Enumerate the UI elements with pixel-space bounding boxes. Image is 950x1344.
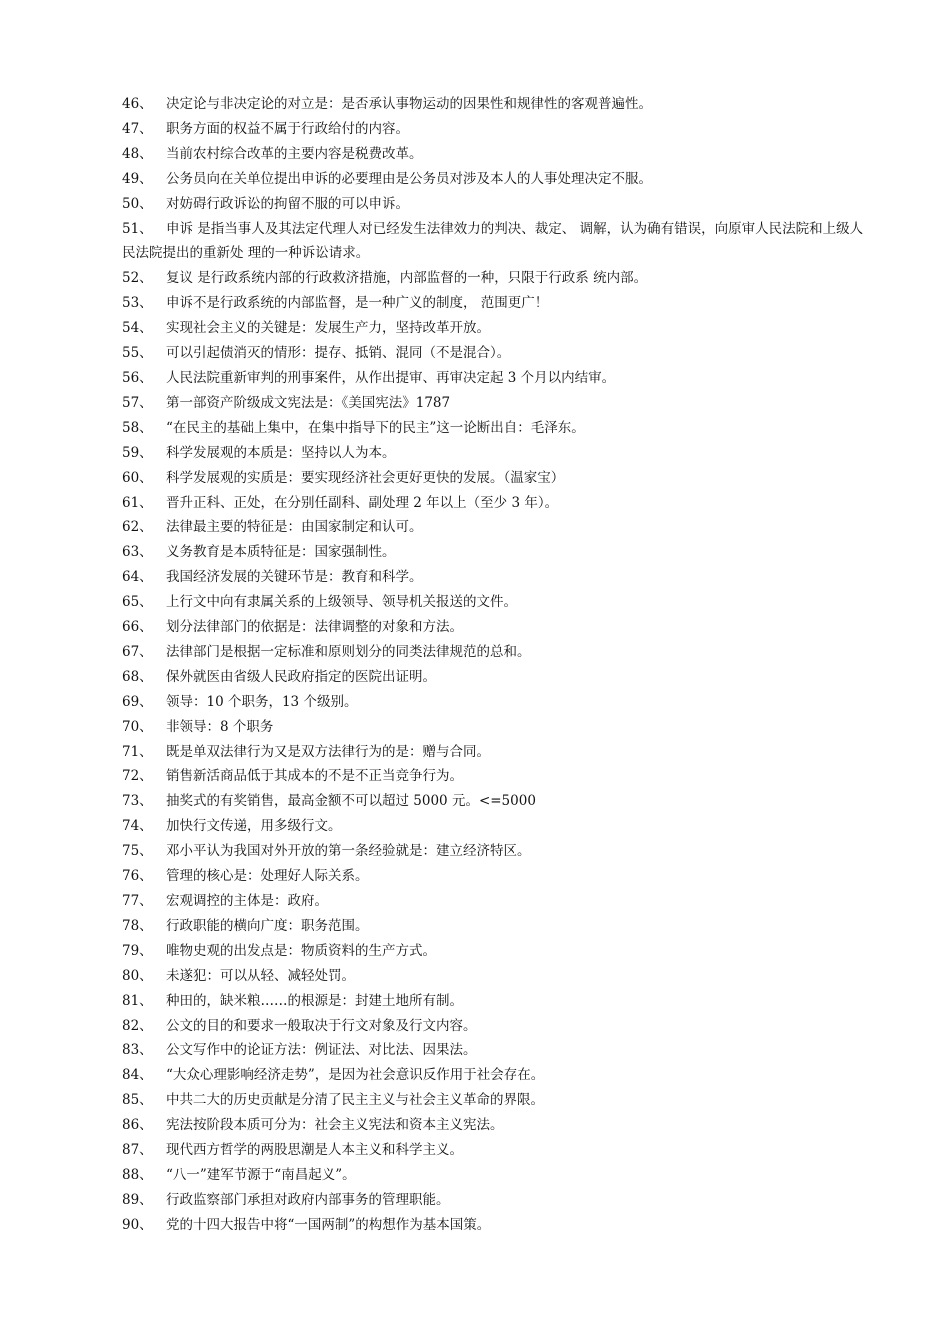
list-item <box>122 864 868 889</box>
item-number: 74、 <box>122 818 153 835</box>
item-text: 公文写作中的论证方法：例证法、对比法、因果法。 <box>166 1042 477 1059</box>
list-item <box>122 540 868 565</box>
item-number: 79、 <box>122 942 153 959</box>
item-number: 60、 <box>122 469 153 486</box>
item-number: 52、 <box>122 270 153 287</box>
list-item <box>122 789 868 814</box>
item-text: 中共二大的历史贡献是分清了民主主义与社会主义革命的界限。 <box>166 1092 544 1109</box>
item-number: 58、 <box>122 419 153 436</box>
list-item <box>122 640 868 665</box>
item-text: 销售新活商品低于其成本的不是不正当竞争行为。 <box>166 768 463 785</box>
item-text: 种田的，缺米粮……的根源是：封建土地所有制。 <box>166 992 463 1009</box>
item-number: 75、 <box>122 843 153 860</box>
list-item <box>122 590 868 615</box>
list-item <box>122 341 868 366</box>
item-number: 78、 <box>122 917 153 934</box>
item-number: 47、 <box>122 120 153 137</box>
item-text: 义务教育是本质特征是：国家强制性。 <box>166 544 396 561</box>
item-text: 保外就医由省级人民政府指定的医院出证明。 <box>166 668 436 685</box>
item-text: 法律部门是根据一定标准和原则划分的同类法律规范的总和。 <box>166 643 531 660</box>
item-number: 82、 <box>122 1017 153 1034</box>
list-item <box>122 1014 868 1039</box>
list-item <box>122 441 868 466</box>
list-item <box>122 491 868 516</box>
item-text: 对妨碍行政诉讼的拘留不服的可以申诉。 <box>166 195 409 212</box>
item-number: 54、 <box>122 320 153 337</box>
list-item <box>122 266 868 291</box>
list-item <box>122 690 868 715</box>
item-number: 85、 <box>122 1092 153 1109</box>
list-item <box>122 1163 868 1188</box>
list-item <box>122 1213 868 1238</box>
list-item <box>122 391 868 416</box>
list-item <box>122 615 868 640</box>
item-text: 行政职能的横向广度：职务范围。 <box>166 917 369 934</box>
item-number: 72、 <box>122 768 153 785</box>
item-text: 申诉不是行政系统的内部监督，是一种广义的制度， 范围更广！ <box>166 295 549 312</box>
list-item <box>122 1113 868 1138</box>
item-number: 66、 <box>122 619 153 636</box>
item-text: 管理的核心是：处理好人际关系。 <box>166 868 369 885</box>
item-number: 73、 <box>122 793 153 810</box>
item-number: 88、 <box>122 1166 153 1183</box>
item-number: 87、 <box>122 1142 153 1159</box>
item-number: 50、 <box>122 195 153 212</box>
list-item <box>122 764 868 789</box>
item-text: 科学发展观的本质是：坚持以人为本。 <box>166 444 396 461</box>
item-number: 76、 <box>122 868 153 885</box>
item-text: 领导：10 个职务，13 个级别。 <box>166 693 358 710</box>
item-text: 我国经济发展的关键环节是：教育和科学。 <box>166 569 423 586</box>
list-item <box>122 291 868 316</box>
item-text: 宏观调控的主体是：政府。 <box>166 893 328 909</box>
list-item <box>122 964 868 989</box>
item-text: 申诉 是指当事人及其法定代理人对已经发生法律效力的判决、裁定、 调解，认为确有错误，向原审人民法院和上级人民法院提出的重新处 理的一种诉讼请求。 <box>122 220 864 262</box>
list-item <box>122 989 868 1014</box>
list-item <box>122 889 868 914</box>
item-text: 邓小平认为我国对外开放的第一条经验就是：建立经济特区。 <box>166 843 531 860</box>
item-number: 63、 <box>122 544 153 561</box>
item-text: 科学发展观的实质是：要实现经济社会更好更快的发展。（温家宝） <box>166 469 565 486</box>
list-item <box>122 515 868 540</box>
list-item <box>122 192 868 217</box>
item-number: 61、 <box>122 494 153 511</box>
item-text: 非领导：8 个职务 <box>166 718 274 735</box>
item-text: 未遂犯：可以从轻、减轻处罚。 <box>166 967 355 984</box>
item-text: 上行文中向有隶属关系的上级领导、领导机关报送的文件。 <box>166 594 517 611</box>
document-page <box>122 92 868 1238</box>
list-item <box>122 217 868 267</box>
item-number: 64、 <box>122 569 153 586</box>
item-text: 公文的目的和要求一般取决于行文对象及行文内容。 <box>166 1017 477 1034</box>
item-number: 56、 <box>122 369 153 386</box>
item-number: 68、 <box>122 668 153 685</box>
item-number: 49、 <box>122 170 153 187</box>
item-number: 84、 <box>122 1067 153 1084</box>
item-text: 现代西方哲学的两股思潮是人本主义和科学主义。 <box>166 1142 463 1159</box>
list-item <box>122 416 868 441</box>
item-number: 71、 <box>122 743 153 760</box>
item-text: 既是单双法律行为又是双方法律行为的是：赠与合同。 <box>166 743 490 760</box>
item-text: 宪法按阶段本质可分为：社会主义宪法和资本主义宪法。 <box>166 1117 504 1134</box>
item-number: 70、 <box>122 718 153 735</box>
item-text: “在民主的基础上集中，在集中指导下的民主”这一论断出自：毛泽东。 <box>166 419 585 436</box>
item-number: 46、 <box>122 96 153 112</box>
list-item <box>122 740 868 765</box>
item-number: 83、 <box>122 1042 153 1059</box>
item-text: “大众心理影响经济走势”，是因为社会意识反作用于社会存在。 <box>166 1067 545 1084</box>
item-text: 职务方面的权益不属于行政给付的内容。 <box>166 120 409 137</box>
list-item <box>122 1138 868 1163</box>
item-text: 行政监察部门承担对政府内部事务的管理职能。 <box>166 1191 450 1208</box>
list-item <box>122 142 868 167</box>
item-number: 62、 <box>122 519 153 536</box>
list-item <box>122 1063 868 1088</box>
item-text: 抽奖式的有奖销售，最高金额不可以超过 5000 元。<=5000 <box>166 793 536 810</box>
item-text: 实现社会主义的关键是：发展生产力，坚持改革开放。 <box>166 320 490 337</box>
list-item <box>122 366 868 391</box>
item-text: 划分法律部门的依据是：法律调整的对象和方法。 <box>166 619 463 636</box>
list-item <box>122 466 868 491</box>
list-item <box>122 565 868 590</box>
item-text: 党的十四大报告中将“一国两制”的构想作为基本国策。 <box>166 1216 491 1233</box>
list-item <box>122 914 868 939</box>
list-item <box>122 839 868 864</box>
item-number: 59、 <box>122 444 153 461</box>
item-text: 法律最主要的特征是：由国家制定和认可。 <box>166 519 423 536</box>
item-text: 加快行文传递，用多级行文。 <box>166 818 342 835</box>
item-number: 81、 <box>122 992 153 1009</box>
item-number: 69、 <box>122 693 153 710</box>
item-number: 65、 <box>122 594 153 611</box>
item-number: 86、 <box>122 1117 153 1134</box>
item-number: 89、 <box>122 1191 153 1208</box>
item-text: “八一”建军节源于“南昌起义”。 <box>166 1166 356 1183</box>
list-item <box>122 167 868 192</box>
item-number: 53、 <box>122 295 153 312</box>
list-item <box>122 715 868 740</box>
item-number: 90、 <box>122 1216 153 1233</box>
item-number: 80、 <box>122 967 153 984</box>
item-text: 复议 是行政系统内部的行政救济措施，内部监督的一种，只限于行政系 统内部。 <box>166 270 648 287</box>
item-number: 77、 <box>122 893 153 909</box>
item-text: 决定论与非决定论的对立是：是否承认事物运动的因果性和规律性的客观普遍性。 <box>166 96 652 112</box>
item-text: 唯物史观的出发点是：物质资料的生产方式。 <box>166 942 436 959</box>
item-text: 晋升正科、正处，在分别任副科、副处理 2 年以上（至少 3 年）。 <box>166 494 559 511</box>
list-item <box>122 117 868 142</box>
item-number: 55、 <box>122 345 153 362</box>
list-item <box>122 1038 868 1063</box>
list-item <box>122 814 868 839</box>
item-number: 67、 <box>122 643 153 660</box>
item-number: 48、 <box>122 145 153 162</box>
item-text: 当前农村综合改革的主要内容是税费改革。 <box>166 145 423 162</box>
list-item <box>122 316 868 341</box>
list-item <box>122 1088 868 1113</box>
list-item <box>122 92 868 117</box>
item-text: 第一部资产阶级成文宪法是：《美国宪法》1787 <box>166 394 451 411</box>
item-number: 51、 <box>122 220 153 237</box>
list-item <box>122 1188 868 1213</box>
item-text: 人民法院重新审判的刑事案件，从作出提审、再审决定起 3 个月以内结审。 <box>166 369 616 386</box>
item-text: 可以引起债消灭的情形：提存、抵销、混同（不是混合）。 <box>166 345 511 362</box>
list-item <box>122 665 868 690</box>
item-number: 57、 <box>122 394 153 411</box>
item-text: 公务员向在关单位提出申诉的必要理由是公务员对涉及本人的人事处理决定不服。 <box>166 170 652 187</box>
list-item <box>122 939 868 964</box>
